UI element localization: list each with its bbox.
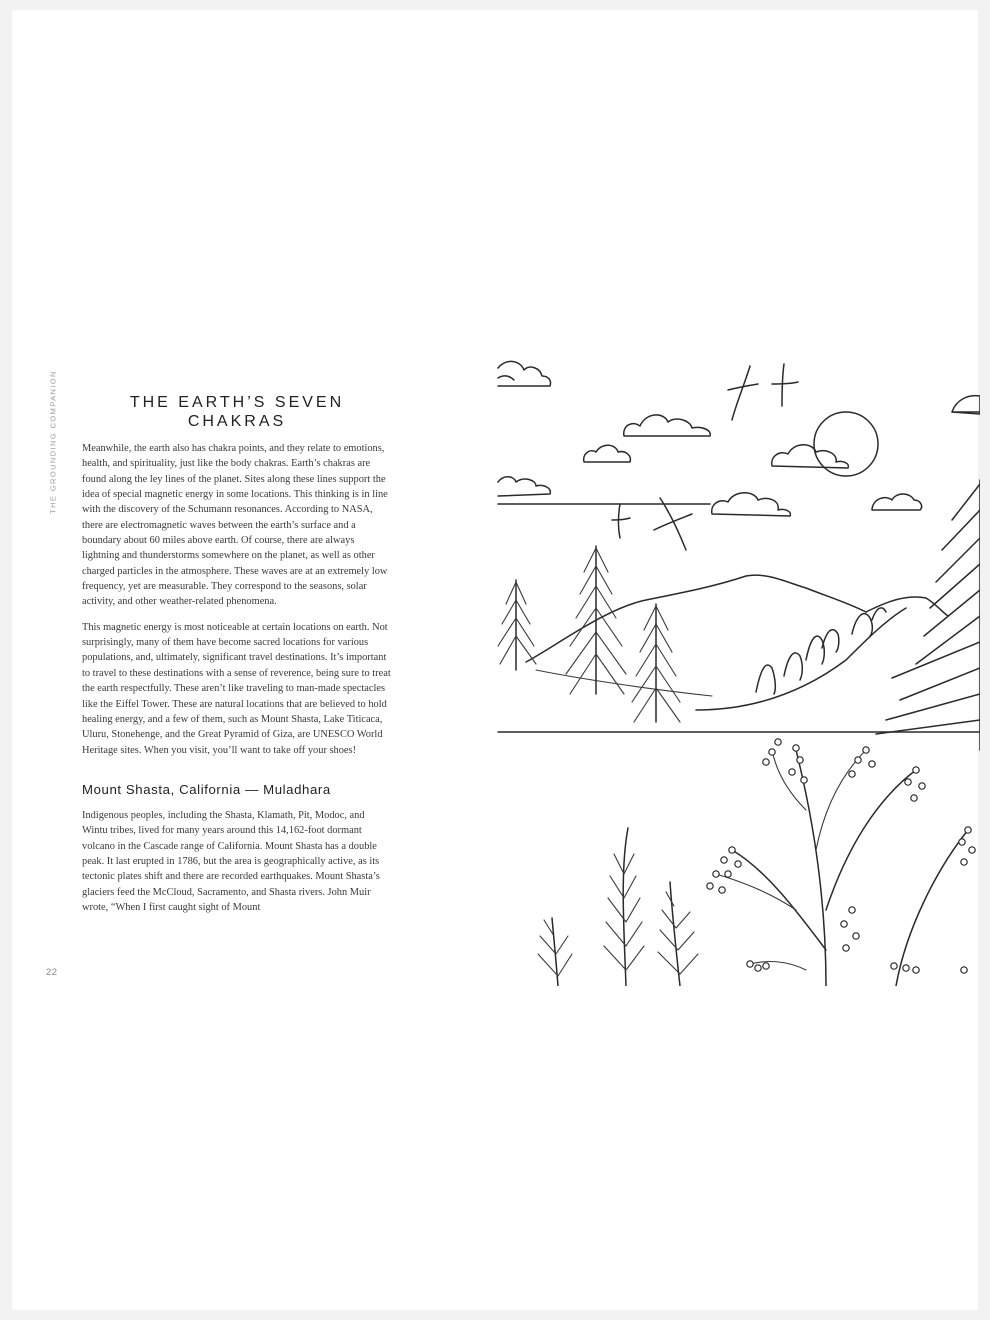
body-paragraph: This magnetic energy is most noticeable at certain locations on earth. Not surprisingly, many of them have become sacred locations for various populations, and, ultimately, significant travel destinations. It’s important to travel to these destinations with a sense of reverence, being sure to treat the earth respectfully. These aren’t like traveling to man-made spectacles like the Eiffel Tower. These are natural locations that are believed to hold healing energy, and a few of them, such as Mount Shasta, Lake Titicaca, Uluru, Stonehenge, and the Great Pyramid of Giza, are UNESCO World Heritage sites. When you visit, you’ll want to take off your shoes! xyxy=(82,621,391,756)
cloud-icon xyxy=(872,494,922,510)
cloud-icon xyxy=(712,493,791,516)
pine-tree-icon xyxy=(876,480,980,750)
bird-icon xyxy=(612,504,630,538)
pine-tree-icon xyxy=(566,546,626,694)
cloud-icon xyxy=(772,445,849,468)
cloud-icon xyxy=(498,477,550,496)
page-number: 22 xyxy=(46,967,58,978)
subheading: Mount Shasta, California — Muladhara xyxy=(82,781,331,797)
sun-icon xyxy=(814,412,878,476)
pine-tree-icon xyxy=(632,604,680,722)
mountain-icon xyxy=(526,575,948,710)
landscape-illustration xyxy=(496,350,980,986)
text-column xyxy=(82,393,392,925)
cloud-icon xyxy=(498,361,551,386)
bird-icon xyxy=(772,364,798,406)
running-head: THE GROUNDING COMPANION xyxy=(48,370,58,514)
fern-icon xyxy=(604,828,644,986)
subsection-paragraph: Indigenous peoples, including the Shasta, Klamath, Pit, Modoc, and Wintu tribes, lived for many years around this 14,162-foot dormant volcano in the Cascade range of California. Mount Shasta has a double peak. It last erupted in 1786, but the area is geographically active, as its tectonic plates shift and there are recorded earthquakes. Mount Shasta’s glaciers feed the McCloud, Sacramento, and Shasta rivers. John Muir wrote, “When I first caught sight of Mount xyxy=(82,809,380,913)
bird-icon xyxy=(654,498,692,550)
body-paragraph: Meanwhile, the earth also has chakra points, and they relate to emotions, health, and spirituality, just like the body chakras. Earth’s chakras are found along the ley lines of the planet. Sites along these lines support the idea of special magnetic energy in some locations. This thinking is in line with the discovery of the Schumann resonances. According to NASA, there are electromagnetic waves between the earth’s surface and a boundary about 60 miles above earth. Of course, there are always lightning and thunderstorms somewhere on the planet, as well as other charged particles in the atmosphere. These waves are at an extremely low frequency, yet are measurable. They correspond to the seasons, solar activity, and other weather-related phenomena. xyxy=(82,443,388,608)
cloud-icon xyxy=(584,445,631,462)
bird-icon xyxy=(728,366,758,420)
fern-icon xyxy=(658,882,698,986)
section-title: THE EARTH’S SEVEN CHAKRAS xyxy=(129,394,345,430)
fern-icon xyxy=(538,918,572,986)
wildflower-icon xyxy=(707,739,975,986)
cloud-icon xyxy=(624,415,711,436)
cloud-icon xyxy=(952,396,980,414)
pine-tree-icon xyxy=(498,580,536,670)
